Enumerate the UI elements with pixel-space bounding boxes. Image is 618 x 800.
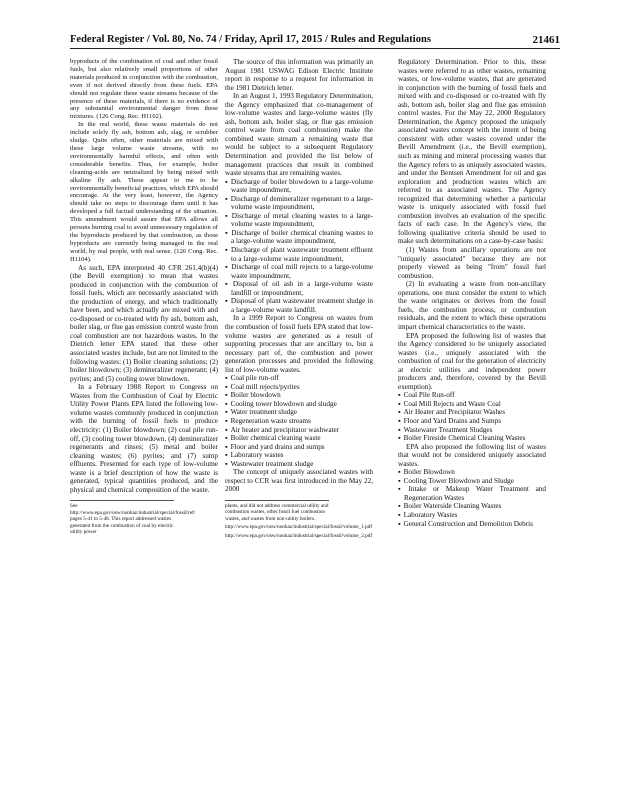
body-paragraph: The source of this information was primarily an August 1981 USWAG Edison Electric Institute report in response to a request for information in the 1981 Dietrich letter. — [225, 58, 373, 92]
list-item: ▪ Wastewater Treatment Sludges — [404, 426, 546, 435]
column-3 — [398, 58, 546, 768]
quote-paragraph: In the real world, these waste materials do not include solely fly ash, bottom ash, slag, or scrubber sludge. Quite often, other materials are mixed with these large volume waste streams, with no environmentally harmful effects, and often with considerable benefits. Thus, for example, boiler cleaning-acids are neutralized by being mixed with alkaline fly ash. These appear to me to be environmentally beneficial practices, which EPA should encourage. At the very least, however, the Agency should take no steps to discourage them until it has developed a full factual understanding of the situation. This amendment would assure that EPA allows all persons burning coal to avoid unnecessary regulation of the byproducts produced by that combustion, as those byproducts are currently being managed in the real world, by real people, with real sense. (126 Cong. Rec. H1104). — [70, 121, 218, 263]
footnote: http://www.epa.gov/osw/nonhaz/industrial/special/fossil/volume_2.pdf — [225, 532, 373, 539]
footnote: http://www.epa.gov/osw/nonhaz/industrial/special/fossil/volume_1.pdf — [225, 524, 373, 531]
list-item: ▪ Boiler Waterside Cleaning Wastes — [404, 502, 546, 511]
list-item: ▪ Boiler Blowdown — [404, 468, 546, 477]
list-item: ▪ Boiler blowdown — [231, 391, 373, 400]
column-1 — [70, 58, 218, 768]
list-item: ▪ Coal mill rejects/pyrites — [231, 383, 373, 392]
body-paragraph: In a February 1988 Report to Congress on Wastes from the Combustion of Coal by Electric Utility Power Plants EPA listed the following low-volume wastes commonly produced in conjunction with the burning of fossil fuels to produce electricity: (1) Boiler blowdown; (2) coal pile run-off, (3) cooling tower blowdown, (4) demineralizer regenerants and rinses; (5) metal and boiler cleaning wastes; (6) pyrites; and (7) sump effluents. Presented for each type of low-volume waste is a brief description of how the waste is generated, typical quantities produced, and the physical and chemical composition of the waste. — [70, 383, 218, 494]
footnote: See http://www.epa.gov/osw/nonhaz/industrial/special/fossil/ref/ pages 5-41 to 5-48. This report addressed wastes generated from the combustion of coal by electric utility power — [70, 500, 174, 535]
list-item: ▪ Regeneration waste streams — [231, 417, 373, 426]
list-item: ▪ Coal pile run-off — [231, 374, 373, 383]
non-associated-waste-list — [398, 468, 546, 528]
list-item: ▪ Discharge of plant wastewater treatment effluent to a large-volume waste impoundment, — [231, 246, 373, 263]
list-item: ▪ Wastewater treatment sludge — [231, 460, 373, 469]
list-item: ▪ Boiler Fireside Chemical Cleaning Wastes — [404, 434, 546, 443]
body-paragraph: EPA proposed the following list of wastes that the Agency considered to be uniquely associated wastes (i.e., uniquely associated with the combustion of coal for the generation of electricity at electric utilities and independent power producers and, therefore, covered by the Bevill exemption). — [398, 331, 546, 391]
page-number: 21461 — [532, 34, 560, 46]
running-head: Federal Register / Vol. 80, No. 74 / Friday, April 17, 2015 / Rules and Regulations — [70, 34, 431, 45]
list-item: ▪ Water treatment sludge — [231, 408, 373, 417]
column-2 — [225, 58, 373, 768]
footnote: plants, and did not address commercial utility and combustion wastes, other fossil fuel combustion wastes, and wastes from non-utility boilers. — [225, 500, 329, 522]
list-item: ▪ Floor and Yard Drains and Sumps — [404, 417, 546, 426]
list-item: ▪ Discharge of boiler blowdown to a large-volume waste impoundment, — [231, 178, 373, 195]
body-paragraph: In a 1999 Report to Congress on wastes from the combustion of fossil fuels EPA stated that low-volume wastes are generated as a result of supporting processes that are ancillary to, but a necessary part of, the combustion and power generation processes and provided the following list of low-volume wastes. — [225, 314, 373, 374]
body-paragraph: Regulatory Determination. Prior to this, these wastes were referred to as other wastes, remaining wastes, or low-volume wastes, that are generated in conjunction with the burning of fossil fuels and mixed with and co-disposed or co-treated with fly ash, bottom ash, boiler slag and flue gas emission control wastes. For the May 22, 2000 Regulatory Determination, the Agency proposed the uniquely associated wastes concept with the intent of being consistent with other wastes covered under the Bevill Amendment (i.e., the Bevill exemption), such as mining and mineral processing wastes that the Agency refers to as uniquely associated wastes, and under the Bentsen Amendment for oil and gas exploration and production wastes which are referred to as associated wastes. The Agency recognized that determining whether a particular waste is uniquely associated with fossil fuel combustion involves an evaluation of the specific facts of each case. In the Agency's view, the following qualitative criteria should be used to make such determinations on a case-by-case basis: — [398, 58, 546, 246]
body-paragraph: In an August 1, 1993 Regulatory Determination, the Agency emphasized that co-management of low-volume wastes and large-volume wastes (fly ash, bottom ash, boiler slag, or flue gas emission control waste from coal combustion) make the combined waste stream a remaining waste that would be subject to a subsequent Regulatory Determination and provided the list below of management practices that result in combined waste streams that are remaining wastes. — [225, 92, 373, 178]
list-item: ▪ Laboratory Wastes — [404, 511, 546, 520]
list-item: ▪ Discharge of metal cleaning wastes to a large-volume waste impoundment, — [231, 212, 373, 229]
list-item: ▪ Coal Pile Run-off — [404, 391, 546, 400]
list-item: ▪ Cooling Tower Blowdown and Sludge — [404, 477, 546, 486]
list-item: ▪ Discharge of coal mill rejects to a large-volume waste impoundment, — [231, 263, 373, 280]
list-item: ▪ Floor and yard drains and sumps — [231, 443, 373, 452]
list-item: ▪ Discharge of demineralizer regenerant to a large-volume waste impoundment, — [231, 195, 373, 212]
list-item: ▪ Air heater and precipitator washwater — [231, 426, 373, 435]
list-item: ▪ Intake or Makeup Water Treatment and Regeneration Wastes — [404, 485, 546, 502]
low-volume-waste-list — [225, 374, 373, 468]
body-paragraph: EPA also proposed the following list of wastes that would not be considered uniquely associated wastes. — [398, 442, 546, 468]
body-paragraph: As such, EPA interpreted 40 CFR 261.4(b)(4) (the Bevill exemption) to mean that wastes produced in conjunction with the combustion of fossil fuels, which are necessarily associated with the production of energy, and which traditionally have been, and which actually are mixed with and co-disposed or co-treated with fly ash, bottom ash, boiler slag, or flue gas emission control waste from coal combustion are not hazardous wastes. In the Dietrich letter EPA stated that these other associated wastes include, but are not limited to the following wastes: (1) Boiler cleaning solutions; (2) boiler blowdown; (3) demineralizer regenerant; (4) pyrites; and (5) cooling tower blowdown. — [70, 263, 218, 383]
list-item: ▪ General Construction and Demolition Debris — [404, 520, 546, 529]
list-item: ▪ Coal Mill Rejects and Waste Coal — [404, 400, 546, 409]
list-item: ▪ Laboratory wastes — [231, 451, 373, 460]
list-item: ▪ Disposal of plant wastewater treatment sludge in a large-volume waste landfill. — [231, 297, 373, 314]
page-header — [70, 34, 560, 49]
list-item: ▪ Air Heater and Precipitator Washes — [404, 408, 546, 417]
quote-paragraph: byproducts of the combination of coal and other fossil fuels, but also relatively small proportions of other materials produced in conjunction with the combustion, even if not derived directly from these fuels. EPA should not regulate these waste streams because of the presence of these materials, if there is no evidence of any substantial environmental danger from these mixtures. (126 Cong. Rec. H1102). — [70, 58, 218, 121]
associated-waste-list — [398, 391, 546, 442]
body-paragraph: (1) Wastes from ancillary operations are not "uniquely associated" because they are not properly viewed as being "from" fossil fuel combustion. — [398, 246, 546, 280]
list-item: ▪ Cooling tower blowdown and sludge — [231, 400, 373, 409]
practice-list — [225, 178, 373, 315]
body-paragraph: The concept of uniquely associated wastes with respect to CCR was first introduced in the May 22, 2000 — [225, 468, 373, 494]
list-item: ▪ Boiler chemical cleaning waste — [231, 434, 373, 443]
list-item: ▪ Discharge of boiler chemical cleaning wastes to a large-volume waste impoundment, — [231, 229, 373, 246]
list-item: ▪ Disposal of oil ash in a large-volume waste landfill or impoundment, — [231, 280, 373, 297]
body-paragraph: (2) In evaluating a waste from non-ancillary operations, one must consider the extent to which the waste originates or derives from the fossil fuels, the combustion process, or combustion residuals, and the extent to which these operations impart chemical characteristics to the waste. — [398, 280, 546, 331]
